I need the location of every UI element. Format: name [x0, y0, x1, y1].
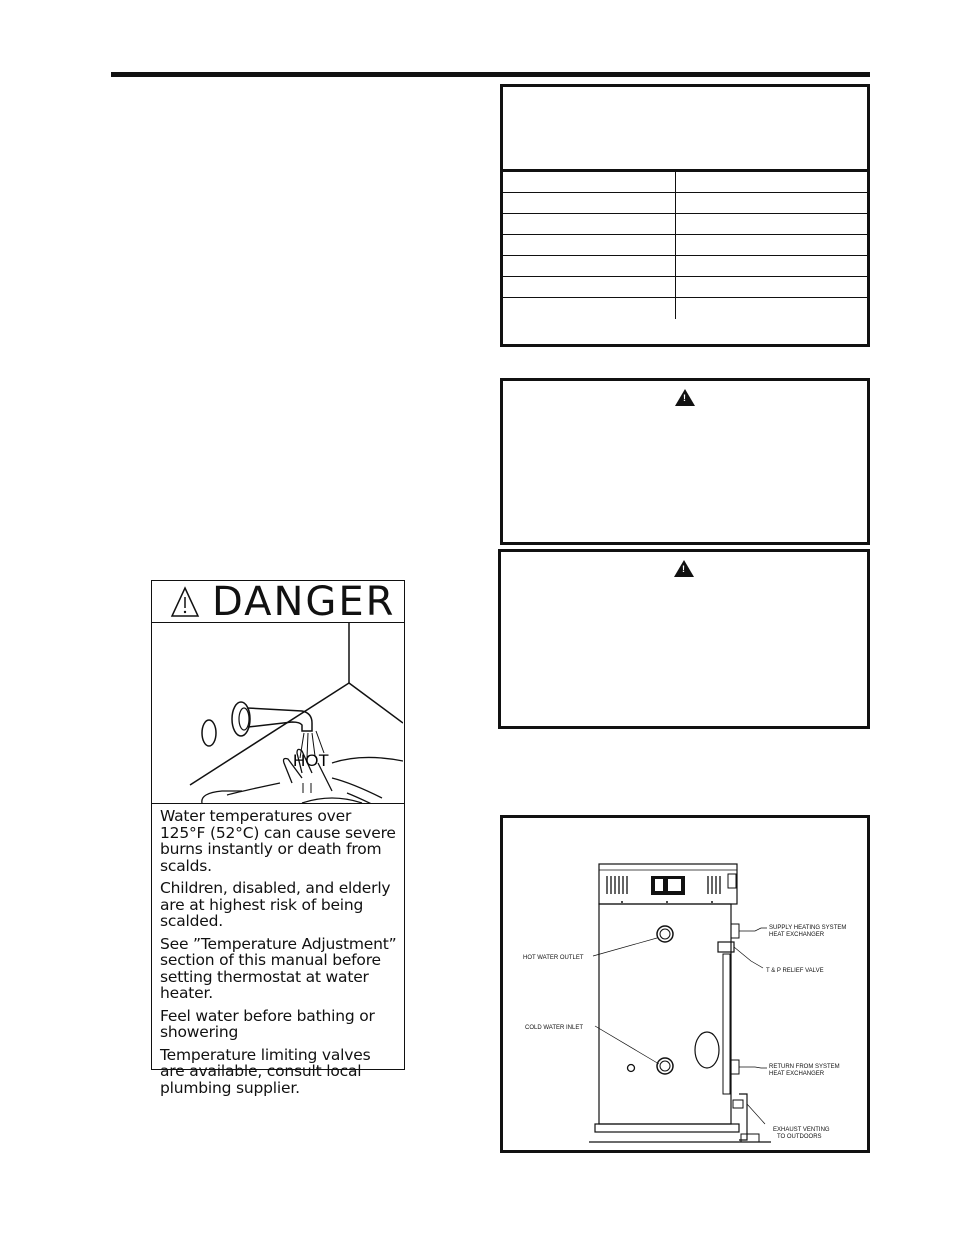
cold-water-inlet-label: COLD WATER INLET [525, 1025, 584, 1031]
danger-label [151, 578, 405, 1097]
danger-paragraph: Feel water before bathing or showering [160, 1006, 375, 1041]
danger-paragraph: Water temperatures over 125°F (52°C) can cause severe burns instantly or death from scalds. [160, 807, 396, 875]
table-row [503, 298, 867, 320]
warning-box [498, 549, 870, 729]
supply-label: SUPPLY HEATING SYSTEM [769, 925, 847, 931]
scald-illustration [152, 623, 404, 804]
warning-triangle-icon [170, 586, 200, 618]
table-row [503, 256, 867, 277]
danger-paragraph: Temperature limiting valves are available, consult local plumbing supplier. [160, 1045, 371, 1097]
hot-water-outlet-label: HOT WATER OUTLET [523, 955, 584, 961]
danger-text [152, 804, 404, 1096]
danger-header [152, 578, 404, 625]
return-label: RETURN FROM SYSTEM [769, 1064, 840, 1070]
top-rule [111, 72, 870, 77]
table-row [503, 214, 867, 235]
table-row [503, 172, 867, 193]
exhaust-label: EXHAUST VENTING [773, 1127, 830, 1133]
warning-triangle-icon [675, 389, 695, 406]
warning-triangle-icon [674, 560, 694, 577]
danger-paragraph: See ”Temperature Adjustment” section of this manual before setting thermostat at water heater. [160, 934, 397, 1002]
table-row [503, 277, 867, 298]
temperature-table [503, 172, 867, 319]
warning-box [500, 378, 870, 545]
danger-paragraph: Children, disabled, and elderly are at highest risk of being scalded. [160, 879, 391, 930]
table-header [503, 87, 867, 172]
relief-valve-label: T & P RELIEF VALVE [766, 968, 824, 974]
table-row [503, 193, 867, 214]
temperature-table-box [500, 84, 870, 347]
exhaust-label: TO OUTDOORS [777, 1134, 822, 1140]
water-heater-diagram [500, 815, 870, 1153]
hot-label: HOT [293, 751, 329, 770]
table-row [503, 235, 867, 256]
danger-title: DANGER [212, 578, 396, 625]
supply-label: HEAT EXCHANGER [769, 932, 825, 938]
return-label: HEAT EXCHANGER [769, 1071, 825, 1077]
